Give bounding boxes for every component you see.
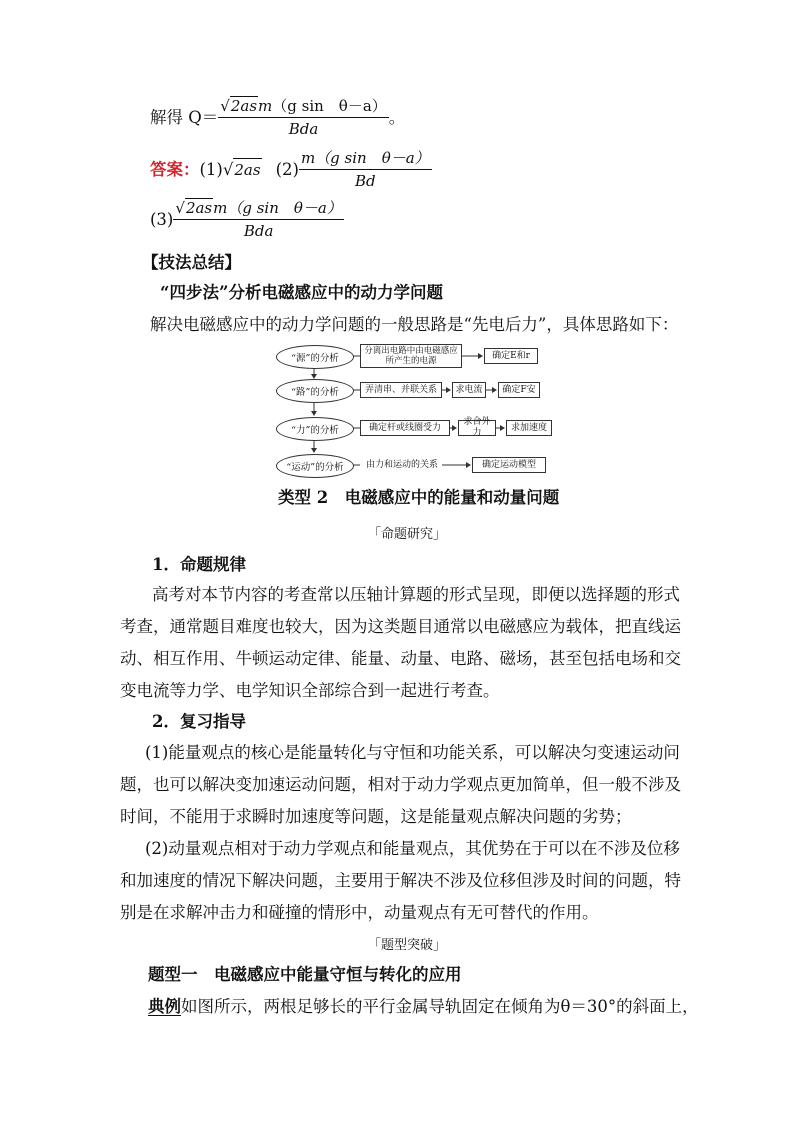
answer-part1-sqrt: 2as [233,158,261,181]
q-denominator: Bda [288,120,319,138]
technique-heading: 【技法总结】 [142,253,241,272]
flow-step-force: “力”的分析 [276,417,354,441]
q-sqrt: 2as [230,97,258,115]
solution-line [150,96,405,139]
research-label: 「命题研究」 [368,527,447,542]
section2-p2-line-2: 和加速度的情况下解决问题，主要用于解决不涉及位移但涉及时间的问题，特 [120,871,681,890]
flow-box-separate-source: 分离出电路中由电磁感应所产生的电源 [360,344,462,368]
section1-line-2: 考查，通常题目难度也较大，因为这类题目通常以电磁感应为载体，把直线运 [120,617,681,636]
answer-part3-label: (3) [150,209,174,229]
flow-box-rod-force: 确定杆或线圈受力 [360,420,450,436]
flow-step-source: “源”的分析 [276,345,354,369]
breakthrough-label: 「题型突破」 [368,938,447,953]
type2-title: 类型 2 电磁感应中的能量和动量问题 [278,488,560,507]
topic1-title: 题型一 电磁感应中能量守恒与转化的应用 [148,965,462,984]
technique-subheading: “四步法”分析电磁感应中的动力学问题 [160,283,443,302]
flow-box-determine-e-r: 确定E和r [484,348,538,364]
section1-line-1: 高考对本节内容的考查常以压轴计算题的形式呈现，即便以选择题的形式 [152,585,680,604]
example-tag: 典例 [148,997,181,1016]
answer-part3-line [150,198,344,241]
section2-p2-line-3: 别是在求解冲击力和碰撞的情形中，动量观点有无可替代的作用。 [120,903,599,922]
section1-line-3: 动、相互作用、牛顿运动定律、能量、动量、电路、磁场，甚至包括电场和交 [120,649,681,668]
flow-step-motion: “运动”的分析 [276,454,354,478]
technique-intro: 解决电磁感应中的动力学问题的一般思路是“先电后力”，具体思路如下： [150,315,679,334]
solution-prefix: 解得 Q＝ [150,107,219,127]
flow-box-force-motion-relation: 由力和运动的关系 [362,458,442,472]
section2-title: 2．复习指导 [152,712,246,731]
flow-box-acceleration: 求加速度 [506,420,552,436]
flow-box-net-force: 求合外力 [458,420,496,436]
section2-p1-line-1: (1)能量观点的核心是能量转化与守恒和功能关系，可以解决匀变速运动问 [145,743,680,762]
answer-label: 答案： [150,159,200,179]
q-fraction: $\frac{\text{√2asm（g sin θ－a）}}{\text{Bda}}$ [220,97,387,138]
section2-p2-line-1: (2)动量观点相对于动力学观点和能量观点，其优势在于可以在不涉及位移 [145,839,680,858]
answer-part2-fraction: $\frac{\text{m（g sin θ－a）}}{Bd}$ [300,149,430,190]
section2-p1-line-2: 题，也可以解决变加速运动问题，相对于动力学观点更加简单，但一般不涉及 [120,775,681,794]
flow-box-find-current: 求电流 [452,382,486,398]
answer-part3-fraction: $\frac{\text{√2asm（g sin θ－a）}}{\text{Bda}}$ [175,199,342,240]
answer-line: 答案： (1) √ 2as (2) $\frac{\text{m（g sin θ－a）}}{Bd}$ [150,149,430,190]
flow-diagram [270,340,570,482]
section1-line-4: 变电流等力学、电学知识全部综合到一起进行考查。 [120,681,500,700]
section1-title: 1．命题规律 [152,555,246,574]
flow-step-circuit: “路”的分析 [276,379,354,403]
answer-part2-label: (2) [275,159,299,179]
answer-part1-label: (1) [199,159,223,179]
flow-box-motion-model: 确定运动模型 [472,457,546,473]
flow-box-determine-ampere-force: 确定F安 [498,382,540,398]
flow-box-series-parallel: 弄清串、并联关系 [360,382,442,398]
solution-suffix: 。 [388,107,406,127]
example-text: 如图所示，两根足够长的平行金属导轨固定在倾角为θ＝30°的斜面上， [181,997,699,1016]
section2-p1-line-3: 时间，不能用于求瞬时加速度等问题，这是能量观点解决问题的劣势； [120,807,632,826]
example-line [148,996,699,1018]
